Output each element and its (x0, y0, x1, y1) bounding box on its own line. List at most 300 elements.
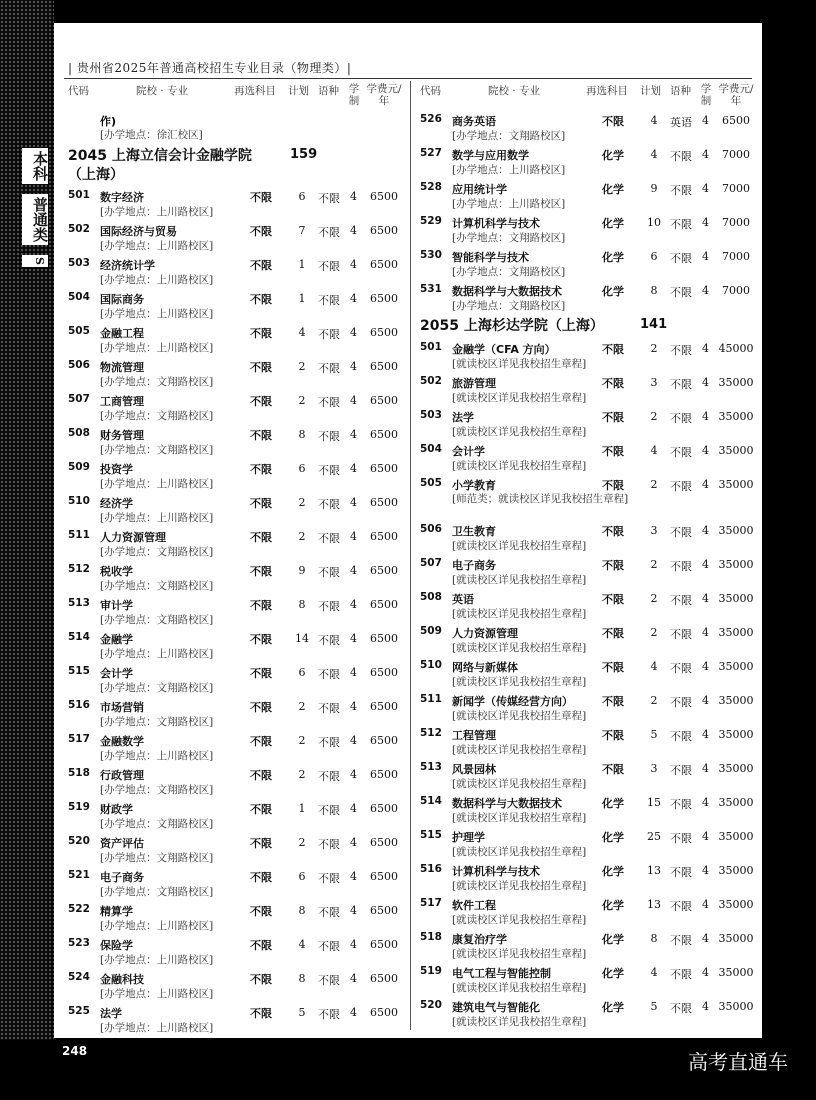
years: 4 (702, 148, 709, 161)
row-code: 511 (68, 529, 90, 541)
plan-count: 5 (298, 1006, 306, 1019)
row-code: 507 (420, 557, 442, 569)
tuition-fee: 35000 (718, 966, 754, 979)
language: 不限 (318, 396, 340, 409)
plan-count: 2 (650, 592, 658, 605)
table-row (64, 799, 404, 833)
language: 不限 (670, 764, 692, 777)
row-code: 526 (420, 113, 442, 125)
campus-note: [就读校区详见我校招生章程] (452, 1016, 587, 1028)
campus-note: [就读校区详见我校招生章程] (452, 642, 587, 654)
years: 4 (702, 830, 709, 843)
language: 不限 (670, 252, 692, 265)
major-name: 资产评估 (100, 837, 144, 850)
table-row (64, 221, 404, 255)
campus-note: [就读校区详见我校招生章程] (452, 880, 587, 892)
row-code: 519 (68, 801, 90, 813)
plan-count: 6 (298, 190, 306, 203)
language: 不限 (318, 260, 340, 273)
years: 4 (702, 558, 709, 571)
subject-requirement: 化学 (602, 183, 624, 196)
subject-requirement: 不限 (602, 525, 624, 538)
campus-note: [办学地点：文翔路校区] (452, 232, 566, 244)
language: 不限 (318, 532, 340, 545)
language: 不限 (670, 218, 692, 231)
subject-requirement: 不限 (250, 667, 272, 680)
tuition-fee: 7000 (722, 148, 750, 161)
row-code: 513 (68, 597, 90, 609)
col-plan: 计划 (288, 85, 309, 97)
campus-note: [就读校区详见我校招生章程] (452, 676, 587, 688)
language: 不限 (670, 412, 692, 425)
major-name: 审计学 (100, 599, 133, 612)
major-name: 财务管理 (100, 429, 144, 442)
tuition-fee: 6500 (370, 768, 398, 781)
years: 4 (350, 394, 357, 407)
row-code: 521 (68, 869, 90, 881)
row-code: 510 (68, 495, 90, 507)
campus-note: [办学地点：文翔路校区] (100, 444, 214, 456)
table-row (416, 997, 756, 1031)
row-code: 504 (68, 291, 90, 303)
table-row (416, 521, 756, 555)
language: 不限 (670, 480, 692, 493)
subject-requirement: 不限 (250, 701, 272, 714)
years: 4 (350, 972, 357, 985)
table-row (64, 459, 404, 493)
col-lang: 语种 (670, 85, 691, 97)
tuition-fee: 6500 (370, 802, 398, 815)
table-row (416, 623, 756, 657)
campus-note: [就读校区详见我校招生章程] (452, 914, 587, 926)
language: 不限 (670, 866, 692, 879)
table-row (64, 833, 404, 867)
plan-count: 2 (298, 700, 306, 713)
campus-note: [就读校区详见我校招生章程] (452, 812, 587, 824)
page-header: | 贵州省2025年普通高校招生专业目录（物理类）| (68, 61, 352, 75)
language: 不限 (670, 662, 692, 675)
table-row (416, 827, 756, 861)
major-name: 软件工程 (452, 899, 496, 912)
campus-note: [办学地点：上川路校区] (100, 750, 214, 762)
tab-s: S (22, 255, 48, 267)
language: 不限 (670, 900, 692, 913)
plan-count: 10 (647, 216, 661, 229)
row-code: 514 (420, 795, 442, 807)
plan-count: 15 (647, 796, 661, 809)
major-name: 工商管理 (100, 395, 144, 408)
years: 4 (350, 190, 357, 203)
col-code: 代码 (420, 85, 441, 97)
row-code: 513 (420, 761, 442, 773)
plan-count: 1 (298, 258, 306, 271)
table-row (64, 901, 404, 935)
subject-requirement: 不限 (602, 593, 624, 606)
column-header (64, 81, 404, 111)
campus-note: [办学地点：上川路校区] (100, 648, 214, 660)
campus-note: [办学地点：文翔路校区] (100, 716, 214, 728)
years: 4 (702, 342, 709, 355)
plan-count: 3 (650, 524, 658, 537)
continuation-note: [办学地点：徐汇校区] (100, 129, 203, 141)
table-row (64, 289, 404, 323)
major-name: 投资学 (100, 463, 133, 476)
major-name: 护理学 (452, 831, 485, 844)
subject-requirement: 不限 (602, 763, 624, 776)
table-row (64, 493, 404, 527)
plan-count: 8 (298, 972, 306, 985)
language: 不限 (670, 730, 692, 743)
years: 4 (350, 292, 357, 305)
years: 4 (350, 1006, 357, 1019)
years: 4 (350, 734, 357, 747)
subject-requirement: 不限 (250, 191, 272, 204)
language: 不限 (670, 184, 692, 197)
subject-requirement: 不限 (602, 411, 624, 424)
major-name: 会计学 (452, 445, 485, 458)
campus-note: [办学地点：文翔路校区] (100, 682, 214, 694)
plan-count: 4 (650, 148, 658, 161)
subject-requirement: 不限 (250, 905, 272, 918)
years: 4 (350, 496, 357, 509)
campus-note: [办学地点：上川路校区] (100, 308, 214, 320)
language: 不限 (318, 634, 340, 647)
table-row (416, 441, 756, 475)
subject-requirement: 化学 (602, 1001, 624, 1014)
subject-requirement: 不限 (250, 429, 272, 442)
subject-requirement: 不限 (250, 293, 272, 306)
page-number: 248 (62, 1044, 88, 1058)
campus-note: [办学地点：文翔路校区] (452, 130, 566, 142)
campus-note: [办学地点：上川路校区] (100, 1022, 214, 1034)
school-count: 141 (640, 317, 668, 332)
years: 4 (350, 530, 357, 543)
campus-note: [就读校区详见我校招生章程] (452, 608, 587, 620)
row-code: 509 (420, 625, 442, 637)
table-row (416, 407, 756, 441)
table-row (64, 357, 404, 391)
campus-note: [办学地点：文翔路校区] (100, 376, 214, 388)
campus-note: [办学地点：上川路校区] (100, 920, 214, 932)
subject-requirement: 化学 (602, 217, 624, 230)
campus-note: [办学地点：上川路校区] (100, 954, 214, 966)
table-row (64, 425, 404, 459)
major-name: 金融工程 (100, 327, 144, 340)
campus-note: [就读校区详见我校招生章程] (452, 744, 587, 756)
language: 不限 (670, 696, 692, 709)
tuition-fee: 6500 (370, 972, 398, 985)
row-code: 516 (68, 699, 90, 711)
campus-note: [办学地点：文翔路校区] (100, 580, 214, 592)
tuition-fee: 6500 (370, 190, 398, 203)
row-code: 509 (68, 461, 90, 473)
campus-note: [就读校区详见我校招生章程] (452, 948, 587, 960)
years: 4 (350, 904, 357, 917)
plan-count: 5 (650, 1000, 658, 1013)
plan-count: 2 (650, 694, 658, 707)
major-name: 旅游管理 (452, 377, 496, 390)
major-name: 电子商务 (452, 559, 496, 572)
col-years: 学制 (348, 83, 360, 107)
major-name: 数学与应用数学 (452, 149, 529, 162)
table-row (64, 765, 404, 799)
years: 4 (350, 224, 357, 237)
campus-note: [办学地点：上川路校区] (100, 274, 214, 286)
language: 不限 (670, 628, 692, 641)
table-row (64, 595, 404, 629)
tuition-fee: 35000 (718, 898, 754, 911)
table-row (416, 793, 756, 827)
language: 不限 (670, 934, 692, 947)
campus-note: [办学地点：文翔路校区] (452, 266, 566, 278)
campus-note: [就读校区详见我校招生章程] (452, 710, 587, 722)
campus-note: [办学地点：上川路校区] (100, 342, 214, 354)
years: 4 (350, 802, 357, 815)
plan-count: 1 (298, 292, 306, 305)
continuation-entry (64, 111, 404, 145)
years: 4 (702, 932, 709, 945)
row-code: 527 (420, 147, 442, 159)
subject-requirement: 不限 (602, 559, 624, 572)
major-name: 建筑电气与智能化 (452, 1001, 540, 1014)
major-name: 经济统计学 (100, 259, 155, 272)
language: 不限 (318, 838, 340, 851)
tab-putonglei: 普通类 (22, 194, 48, 245)
years: 4 (702, 762, 709, 775)
major-name: 英语 (452, 593, 474, 606)
subject-requirement: 不限 (602, 115, 624, 128)
years: 4 (702, 250, 709, 263)
language: 不限 (318, 362, 340, 375)
school-name: 2045 上海立信会计金融学院（上海） (68, 148, 252, 183)
plan-count: 2 (298, 768, 306, 781)
subject-requirement: 化学 (602, 797, 624, 810)
tuition-fee: 45000 (718, 342, 754, 355)
subject-requirement: 不限 (602, 343, 624, 356)
language: 不限 (318, 736, 340, 749)
major-name: 康复治疗学 (452, 933, 507, 946)
language: 不限 (670, 526, 692, 539)
subject-requirement: 化学 (602, 865, 624, 878)
plan-count: 2 (650, 478, 658, 491)
plan-count: 4 (650, 966, 658, 979)
campus-note: [就读校区详见我校招生章程] (452, 778, 587, 790)
subject-requirement: 不限 (250, 735, 272, 748)
plan-count: 2 (650, 558, 658, 571)
tuition-fee: 35000 (718, 558, 754, 571)
plan-count: 6 (298, 666, 306, 679)
col-lang: 语种 (318, 85, 339, 97)
major-name: 经济学 (100, 497, 133, 510)
subject-requirement: 不限 (250, 939, 272, 952)
plan-count: 4 (298, 938, 306, 951)
table-row (416, 339, 756, 373)
years: 4 (350, 870, 357, 883)
major-name: 数据科学与大数据技术 (452, 285, 562, 298)
row-code: 505 (420, 477, 442, 489)
row-code: 515 (420, 829, 442, 841)
subject-requirement: 不限 (602, 729, 624, 742)
row-code: 504 (420, 443, 442, 455)
major-name: 税收学 (100, 565, 133, 578)
years: 4 (702, 284, 709, 297)
row-code: 503 (420, 409, 442, 421)
language: 不限 (318, 566, 340, 579)
col-plan: 计划 (640, 85, 661, 97)
tuition-fee: 35000 (718, 410, 754, 423)
row-code: 518 (420, 931, 442, 943)
row-code: 505 (68, 325, 90, 337)
major-name: 计算机科学与技术 (452, 865, 540, 878)
row-code: 508 (68, 427, 90, 439)
language: 不限 (318, 668, 340, 681)
major-name: 金融数学 (100, 735, 144, 748)
plan-count: 6 (650, 250, 658, 263)
plan-count: 9 (298, 564, 306, 577)
plan-count: 4 (650, 114, 658, 127)
tuition-fee: 35000 (718, 694, 754, 707)
tuition-fee: 7000 (722, 216, 750, 229)
column-header (416, 81, 756, 111)
major-name: 物流管理 (100, 361, 144, 374)
row-code: 520 (68, 835, 90, 847)
language: 不限 (670, 344, 692, 357)
page (54, 23, 762, 1038)
major-name: 金融学 (100, 633, 133, 646)
subject-requirement: 化学 (602, 933, 624, 946)
subject-requirement: 不限 (602, 661, 624, 674)
subject-requirement: 不限 (250, 769, 272, 782)
language: 不限 (318, 906, 340, 919)
plan-count: 7 (298, 224, 306, 237)
campus-note: [办学地点：上川路校区] (100, 478, 214, 490)
language: 不限 (318, 464, 340, 477)
campus-note: [办学地点：文翔路校区] (100, 886, 214, 898)
campus-note: [办学地点：文翔路校区] (100, 614, 214, 626)
major-name: 国际商务 (100, 293, 144, 306)
major-name: 应用统计学 (452, 183, 507, 196)
campus-note: [办学地点：上川路校区] (100, 206, 214, 218)
col-years: 学制 (700, 83, 712, 107)
tuition-fee: 6500 (370, 700, 398, 713)
tuition-fee: 35000 (718, 796, 754, 809)
table-row (416, 691, 756, 725)
subject-requirement: 不限 (250, 463, 272, 476)
subject-requirement: 不限 (250, 361, 272, 374)
language: 英语 (670, 116, 692, 129)
subject-requirement: 不限 (250, 395, 272, 408)
table-row (416, 589, 756, 623)
language: 不限 (318, 940, 340, 953)
major-name: 市场营销 (100, 701, 144, 714)
major-name: 行政管理 (100, 769, 144, 782)
plan-count: 8 (298, 428, 306, 441)
table-row (64, 187, 404, 221)
years: 4 (702, 864, 709, 877)
tuition-fee: 35000 (718, 478, 754, 491)
plan-count: 8 (298, 904, 306, 917)
language: 不限 (670, 832, 692, 845)
row-code: 531 (420, 283, 442, 295)
plan-count: 4 (650, 444, 658, 457)
years: 4 (350, 428, 357, 441)
major-name: 工程管理 (452, 729, 496, 742)
tuition-fee: 6500 (370, 428, 398, 441)
plan-count: 14 (295, 632, 309, 645)
row-code: 506 (420, 523, 442, 535)
table-row (64, 255, 404, 289)
row-code: 516 (420, 863, 442, 875)
table-row (64, 561, 404, 595)
col-major: 院校 · 专业 (136, 85, 189, 97)
school-heading (64, 145, 404, 187)
subject-requirement: 化学 (602, 831, 624, 844)
campus-note: [办学地点：上川路校区] (452, 198, 566, 210)
col-code: 代码 (68, 85, 89, 97)
plan-count: 2 (650, 410, 658, 423)
plan-count: 8 (298, 598, 306, 611)
brand-watermark: 高考直通车 (688, 1050, 788, 1074)
language: 不限 (670, 594, 692, 607)
language: 不限 (670, 286, 692, 299)
tuition-fee: 35000 (718, 932, 754, 945)
years: 4 (702, 694, 709, 707)
campus-note: [办学地点：文翔路校区] (100, 410, 214, 422)
language: 不限 (318, 294, 340, 307)
table-row (416, 895, 756, 929)
major-name: 财政学 (100, 803, 133, 816)
major-name: 商务英语 (452, 115, 496, 128)
row-code: 522 (68, 903, 90, 915)
table-row (64, 663, 404, 697)
subject-requirement: 不限 (250, 1007, 272, 1020)
plan-count: 8 (650, 284, 658, 297)
tuition-fee: 35000 (718, 1000, 754, 1013)
row-code: 517 (68, 733, 90, 745)
campus-note: [办学地点：文翔路校区] (100, 546, 214, 558)
subject-requirement: 不限 (250, 327, 272, 340)
language: 不限 (670, 798, 692, 811)
table-row (64, 527, 404, 561)
tuition-fee: 6500 (370, 292, 398, 305)
years: 4 (350, 564, 357, 577)
tuition-fee: 6500 (370, 666, 398, 679)
years: 4 (702, 592, 709, 605)
years: 4 (350, 360, 357, 373)
plan-count: 9 (650, 182, 658, 195)
campus-note: [办学地点：上川路校区] (100, 512, 214, 524)
row-code: 502 (68, 223, 90, 235)
tuition-fee: 6500 (370, 564, 398, 577)
subject-requirement: 化学 (602, 149, 624, 162)
tuition-fee: 35000 (718, 524, 754, 537)
subject-requirement: 化学 (602, 285, 624, 298)
table-row (416, 725, 756, 759)
tuition-fee: 6500 (370, 394, 398, 407)
tuition-fee: 35000 (718, 728, 754, 741)
years: 4 (350, 938, 357, 951)
plan-count: 2 (298, 360, 306, 373)
campus-note: [办学地点：上川路校区] (100, 988, 214, 1000)
tuition-fee: 6500 (370, 632, 398, 645)
major-name: 金融学（CFA 方向） (452, 343, 556, 356)
row-code: 523 (68, 937, 90, 949)
plan-count: 6 (298, 462, 306, 475)
major-name: 电气工程与智能控制 (452, 967, 551, 980)
campus-note: [就读校区详见我校招生章程] (452, 982, 587, 994)
table-row (64, 867, 404, 901)
subject-requirement: 不限 (250, 531, 272, 544)
